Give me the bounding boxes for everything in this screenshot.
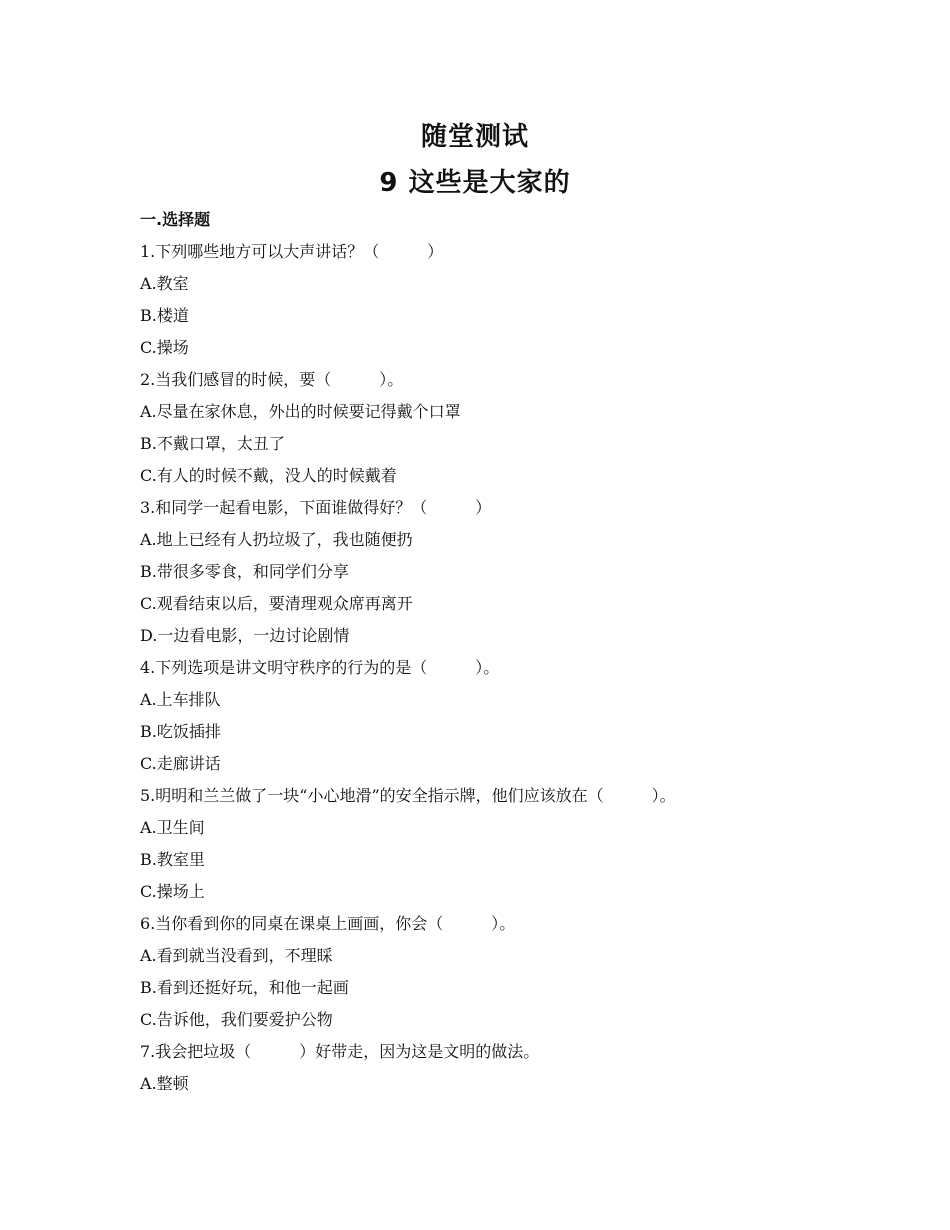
option-2a: A.尽量在家休息，外出的时候要记得戴个口罩 xyxy=(140,402,461,421)
question-6: 6.当你看到你的同桌在课桌上画画，你会（ ）。 xyxy=(140,914,516,933)
option-6a: A.看到就当没看到，不理睬 xyxy=(140,946,333,965)
option-4b: B.吃饭插排 xyxy=(140,722,221,741)
option-4a: A.上车排队 xyxy=(140,690,221,709)
option-2b: B.不戴口罩，太丑了 xyxy=(140,434,285,453)
question-5: 5.明明和兰兰做了一块“小心地滑”的安全指示牌，他们应该放在（ ）。 xyxy=(140,786,676,805)
option-3c: C.观看结束以后，要清理观众席再离开 xyxy=(140,594,413,613)
question-1: 1.下列哪些地方可以大声讲话？（ ） xyxy=(140,242,444,261)
question-3: 3.和同学一起看电影，下面谁做得好？（ ） xyxy=(140,498,492,517)
option-6b: B.看到还挺好玩，和他一起画 xyxy=(140,978,349,997)
option-1b: B.楼道 xyxy=(140,306,189,325)
option-1a: A.教室 xyxy=(140,274,189,293)
option-1c: C.操场 xyxy=(140,338,189,357)
option-6c: C.告诉他，我们要爱护公物 xyxy=(140,1010,333,1029)
question-7: 7.我会把垃圾（ ）好带走，因为这是文明的做法。 xyxy=(140,1042,540,1061)
option-5c: C.操场上 xyxy=(140,882,205,901)
question-2: 2.当我们感冒的时候，要（ ）。 xyxy=(140,370,404,389)
option-2c: C.有人的时候不戴，没人的时候戴着 xyxy=(140,466,397,485)
section-heading: 一.选择题 xyxy=(140,210,211,229)
option-5b: B.教室里 xyxy=(140,850,205,869)
question-list xyxy=(140,238,840,1102)
lesson-title: 9 这些是大家的 xyxy=(379,168,571,198)
option-7a: A.整顿 xyxy=(140,1074,189,1093)
option-5a: A.卫生间 xyxy=(140,818,205,837)
option-3a: A.地上已经有人扔垃圾了，我也随便扔 xyxy=(140,530,413,549)
option-3b: B.带很多零食，和同学们分享 xyxy=(140,562,349,581)
option-4c: C.走廊讲话 xyxy=(140,754,221,773)
question-4: 4.下列选项是讲文明守秩序的行为的是（ ）。 xyxy=(140,658,500,677)
document-title: 随堂测试 xyxy=(420,122,529,152)
option-3d: D.一边看电影，一边讨论剧情 xyxy=(140,626,350,645)
